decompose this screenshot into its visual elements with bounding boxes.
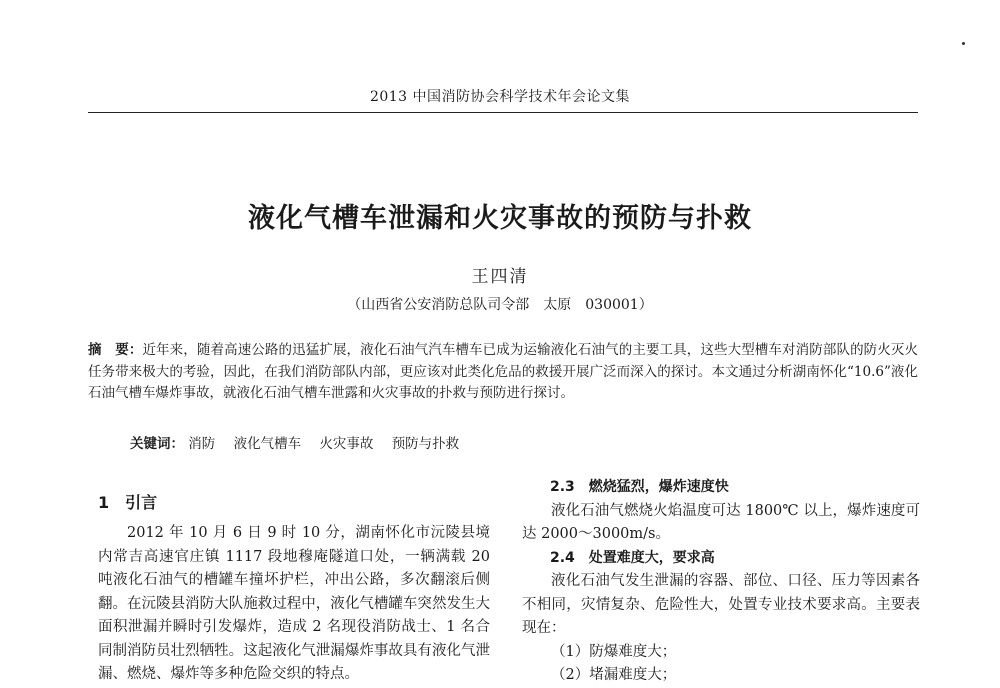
keyword: 预防与扑救 xyxy=(391,436,460,452)
paper-title: 液化气槽车泄漏和火灾事故的预防与扑救 xyxy=(248,203,752,234)
author-name: 王四清 xyxy=(471,267,529,287)
abstract xyxy=(88,340,918,405)
section-2-4-paragraph: 液化石油气发生泄漏的容器、部位、口径、压力等因素各不相同，灾情复杂、危险性大，处置专业技术要求高。主要表现在： xyxy=(522,573,920,636)
keyword: 消防 xyxy=(188,436,216,452)
section-2-3-paragraph: 液化石油气燃烧火焰温度可达 1800℃ 以上，爆炸速度可达 2000～3000m/s。 xyxy=(522,502,920,542)
introduction-paragraph: 2012 年 10 月 6 日 9 时 10 分，湖南怀化市沅陵县境内常吉高速官庄镇 1117 段地穆庵隧道口处，一辆满载 20 吨液化石油气的槽罐车撞坏护栏，冲出公路，多次翻滚后侧翻。在沅陵县消防大队施救过程中，液化气槽罐车突然发生大面积泄漏并瞬时引发爆炸，造成 2 名现役消防战士、1 名合同制消防员壮烈牺牲。这起液化气泄漏爆炸事故具有液化气泄漏、燃烧、爆炸等多种危险交织的特点。 xyxy=(98,525,490,682)
abstract-label: 摘 要： xyxy=(88,342,143,358)
keyword: 火灾事故 xyxy=(319,436,374,452)
section-heading-introduction: 1 引言 xyxy=(98,493,158,512)
section-heading-2-3: 2.3 燃烧猛烈，爆炸速度快 xyxy=(550,479,729,495)
keyword: 液化气槽车 xyxy=(233,436,302,452)
running-header: 2013 中国消防协会科学技术年会论文集 xyxy=(369,89,631,105)
scan-speck xyxy=(962,42,965,45)
list-item: （1）防爆难度大； xyxy=(551,643,677,660)
list-item: （2）堵漏难度大； xyxy=(551,667,677,683)
abstract-text: 近年来，随着高速公路的迅猛扩展，液化石油气汽车槽车已成为运输液化石油气的主要工具，这些大型槽车对消防部队的防火灭火任务带来极大的考验，因此，在我们消防部队内部，更应该对此类化危品的救援开展广泛而深入的探讨。本文通过分析湖南怀化“10.6”液化石油气槽车爆炸事故，就液化石油气槽车泄露和火灾事故的扑救与预防进行探讨。 xyxy=(88,342,919,401)
right-column xyxy=(522,476,920,683)
author-affiliation: （山西省公安消防总队司令部 太原 030001） xyxy=(347,297,653,313)
keywords xyxy=(130,432,473,452)
keywords-label: 关键词： xyxy=(130,436,184,452)
header-rule xyxy=(88,112,918,113)
section-heading-2-4: 2.4 处置难度大，要求高 xyxy=(550,549,715,566)
left-column xyxy=(98,522,490,682)
